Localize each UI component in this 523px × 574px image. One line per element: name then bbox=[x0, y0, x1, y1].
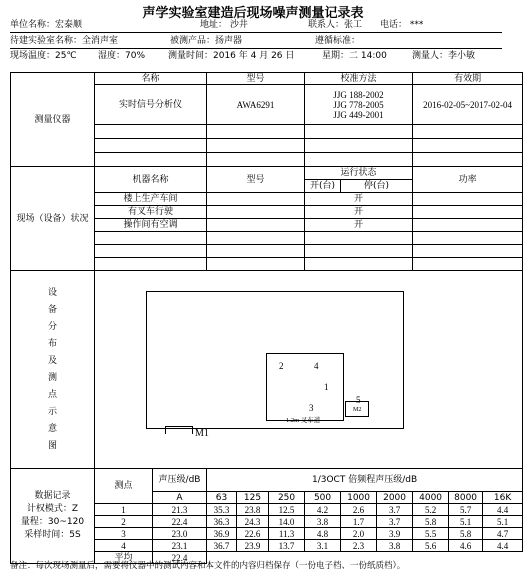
meta-row-3 bbox=[10, 50, 502, 62]
layout-diagram bbox=[95, 271, 522, 467]
unit-name: 单位名称：宏泰顺 bbox=[10, 20, 83, 30]
standard: 遵循标准： bbox=[315, 36, 361, 46]
layout-section-label: 设备分布及测点示意图 bbox=[11, 271, 95, 469]
machine-status: 开 bbox=[305, 206, 413, 219]
machine-name: 楼上生产车间 bbox=[95, 193, 207, 206]
weekday: 星期：二 14:00 bbox=[322, 51, 387, 61]
machine-status: 开 bbox=[305, 219, 413, 232]
run-status-header: 运行状态 bbox=[305, 167, 413, 180]
record-table: 测量仪器 名称 型号 校准方法 有效期 实时信号分析仪 AWA6291 JJG 188-2002 JJG 778-2005 JJG 449-2001 2016-02-05~2017-02-04 现场（设备）状况 机器名称 型号 运行状态 功率 开(台) 停(台) 楼上生产车间 开 有叉车行驶 开 操作间有空调 开 设备分布及测点示意图 2 4 1 3 5 M2 1.2m 叉车道 M1 数据记录 计权模式：Z 量程：30~120 采样时间：5S 测点 声压级/dB 1/3OCT 倍频程声压级/dB A 63 125 250 500 1000 2000 4000 8000 16K 1 21.3 35.3 23.8 12.5 4.2 2.6 3.7 5.2 5.7 4.4 2 22.4 36.3 24.3 14.0 3.8 1.7 3.7 5.8 5.1 5.1 3 23.0 36.9 22.6 11.3 4.8 2.0 3.9 5.5 5.8 4.7 4 23.1 36.7 23.9 13.7 3.1 2.3 3.8 5.6 4.6 4.4 平均 22.4 bbox=[10, 72, 523, 564]
machine-name-header: 机器名称 bbox=[95, 167, 207, 193]
machine-name: 操作间有空调 bbox=[95, 219, 207, 232]
equipment-section-label: 现场（设备）状况 bbox=[11, 167, 95, 271]
table-row: 1 21.3 35.3 23.8 12.5 4.2 2.6 3.7 5.2 5.7 4.4 bbox=[11, 504, 523, 516]
layout-diagram-cell bbox=[95, 271, 523, 469]
machine-name: 有叉车行驶 bbox=[95, 206, 207, 219]
spl-header: 声压级/dB bbox=[153, 469, 207, 492]
point-2: 2 bbox=[279, 361, 284, 371]
point-1: 1 bbox=[324, 382, 329, 392]
instrument-calib-header: 校准方法 bbox=[305, 73, 413, 85]
instrument-name-header: 名称 bbox=[95, 73, 207, 85]
label-m1: M1 bbox=[195, 428, 209, 439]
product: 被测产品：扬声器 bbox=[170, 36, 243, 46]
instrument-model: AWA6291 bbox=[207, 85, 305, 125]
table-row: 4 23.1 36.7 23.9 13.7 3.1 2.3 3.8 5.6 4.6 4.4 bbox=[11, 540, 523, 552]
phone: 电话： *** bbox=[380, 20, 424, 30]
divider bbox=[10, 48, 502, 49]
env-temp: 现场温度：25℃ bbox=[10, 51, 77, 61]
contact: 联系人：张工 bbox=[308, 20, 363, 30]
footnote: 备注：每次现场测量后，需要将仪器中的测试内容和本文件的内容归档保存（一份电子档、一份纸质档）。 bbox=[10, 561, 406, 571]
divider bbox=[10, 32, 502, 33]
machine-status: 开 bbox=[305, 193, 413, 206]
label-m2: M2 bbox=[353, 407, 362, 413]
table-row: 2 22.4 36.3 24.3 14.0 3.8 1.7 3.7 5.8 5.1 5.1 bbox=[11, 516, 523, 528]
entrance-mark bbox=[165, 426, 193, 434]
instrument-model-header: 型号 bbox=[207, 73, 305, 85]
humidity: 湿度：70% bbox=[98, 51, 146, 61]
off-count-header: 停(台) bbox=[341, 180, 413, 193]
instrument-valid: 2016-02-05~2017-02-04 bbox=[413, 85, 523, 125]
test-room bbox=[266, 353, 344, 421]
power-header: 功率 bbox=[413, 167, 523, 193]
measure-time: 测量时间：2016 年 4 月 26 日 bbox=[168, 51, 295, 61]
lab-name: 待建实验室名称：全消声室 bbox=[10, 36, 119, 46]
data-section-label: 数据记录 计权模式：Z 量程：30~120 采样时间：5S bbox=[11, 469, 95, 564]
average-label: 平均 bbox=[95, 552, 153, 564]
average-a: 22.4 bbox=[153, 552, 207, 564]
table-row: 3 23.0 36.9 22.6 11.3 4.8 2.0 3.9 5.5 5.8 4.7 bbox=[11, 528, 523, 540]
band-header: 1/3OCT 倍频程声压级/dB bbox=[207, 469, 523, 492]
instrument-section-label: 测量仪器 bbox=[11, 73, 95, 167]
address: 地址： 沙井 bbox=[200, 20, 248, 30]
person: 测量人：李小敏 bbox=[412, 51, 476, 61]
a-header: A bbox=[153, 492, 207, 504]
meta-row-2 bbox=[10, 35, 502, 47]
door-label: 1.2m 叉车道 bbox=[286, 417, 321, 424]
instrument-valid-header: 有效期 bbox=[413, 73, 523, 85]
instrument-name: 实时信号分析仪 bbox=[95, 85, 207, 125]
point-header: 测点 bbox=[95, 469, 153, 504]
meta-row-1 bbox=[10, 19, 502, 31]
machine-model-header: 型号 bbox=[207, 167, 305, 193]
point-4: 4 bbox=[314, 361, 319, 371]
point-5: 5 bbox=[356, 395, 361, 405]
page-title: 声学实验室建造后现场噪声测量记录表 bbox=[142, 6, 364, 21]
point-3: 3 bbox=[309, 403, 314, 413]
instrument-calib: JJG 188-2002 JJG 778-2005 JJG 449-2001 bbox=[305, 85, 413, 125]
on-count-header: 开(台) bbox=[305, 180, 341, 193]
